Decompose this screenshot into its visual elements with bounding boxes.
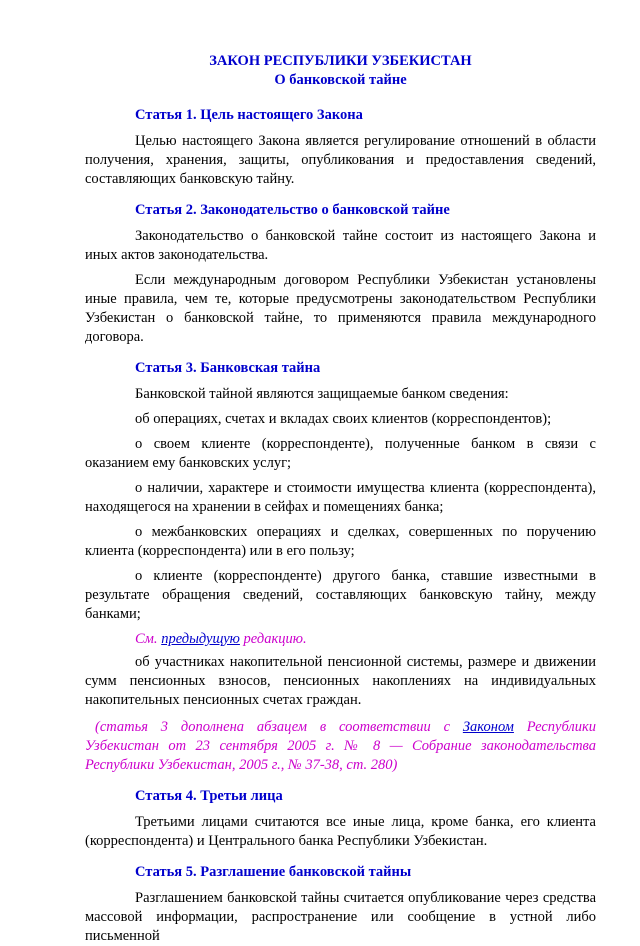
law-reference-link[interactable]: Законом — [462, 719, 514, 735]
article-5-paragraph-1: Разглашением банковской тайны считается опубликование через средства массовой информации, распространение или сообщение в устной либо письменной — [85, 890, 596, 944]
article-4-paragraph-1: Третьими лицами считаются все иные лица, кроме банка, его клиента (корреспондента) и Центрального банка Республики Узбекистан. — [85, 814, 596, 849]
article-2-paragraph-1: Законодательство о банковской тайне состоит из настоящего Закона и иных актов законодательства. — [85, 228, 596, 263]
note-text-prefix: См. — [135, 631, 162, 647]
document-title: ЗАКОН РЕСПУБЛИКИ УЗБЕКИСТАН — [209, 53, 472, 69]
article-5-heading: Статья 5. Разглашение банковской тайны — [135, 864, 412, 880]
article-1-heading: Статья 1. Цель настоящего Закона — [135, 107, 363, 123]
document-subtitle: О банковской тайне — [274, 72, 407, 88]
article-3-item-3: о наличии, характере и стоимости имущества клиента (корреспондента), находящегося на хранении в сейфах и помещениях банка; — [85, 480, 596, 515]
article-3-item-6: об участниках накопительной пенсионной системы, размере и движении сумм пенсионных взносов, пенсионных накоплениях на индивидуальных накопительных пенсионных счетах граждан. — [85, 654, 596, 708]
article-1-paragraph-1: Целью настоящего Закона является регулирование отношений в области получения, хранения, защиты, опубликования и предоставления сведений, составляющих банковскую тайну. — [85, 133, 596, 187]
article-3-item-5: о клиенте (корреспонденте) другого банка, ставшие известными в результате обращения сведений, составляющих банковскую тайну, между банками; — [85, 568, 596, 622]
amendment-note — [85, 718, 596, 775]
article-3-item-4: о межбанковских операциях и сделках, совершенных по поручению клиента (корреспондента) или в его пользу; — [85, 524, 596, 559]
article-3-item-1: об операциях, счетах и вкладах своих клиентов (корреспондентов); — [135, 411, 552, 427]
article-2-heading: Статья 2. Законодательство о банковской тайне — [135, 202, 450, 218]
see-previous-revision-note — [85, 630, 596, 649]
article-2-paragraph-2: Если международным договором Республики Узбекистан установлены иные правила, чем те, которые предусмотрены законодательством Республики Узбекистан о банковской тайне, то применяются правила международного договора. — [85, 272, 596, 345]
previous-revision-link[interactable]: предыдущую — [161, 631, 240, 647]
note-text-suffix: редакцию. — [239, 631, 307, 647]
amendment-text-prefix: (статья 3 дополнена абзацем в соответствии с — [95, 719, 463, 735]
article-3-heading: Статья 3. Банковская тайна — [135, 360, 321, 376]
article-3-item-2: о своем клиенте (корреспонденте), полученные банком в связи с оказанием ему банковских услуг; — [85, 436, 596, 471]
article-4-heading: Статья 4. Третьи лица — [135, 788, 283, 804]
article-3-paragraph-1: Банковской тайной являются защищаемые банком сведения: — [135, 386, 509, 402]
amendment-text-suffix: Республики Узбекистан от 23 сентября 2005 г. № 8 — Собрание законодательства Республики Узбекистан, 2005 г., № 37-38, ст. 280) — [85, 719, 596, 773]
